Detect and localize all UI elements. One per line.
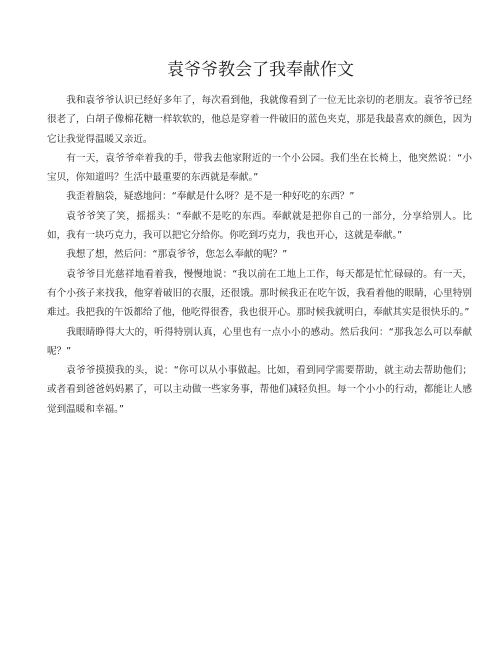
paragraph-7: 我眼睛睁得大大的，听得特别认真，心里也有一点小小的感动。然后我问：“那我怎么可以奉献呢？” (47, 326, 472, 357)
paragraph-3: 我歪着脑袋，疑惑地问：“奉献是什么呀？是不是一种好吃的东西？” (66, 191, 355, 203)
paragraph-1: 我和袁爷爷认识已经好多年了，每次看到他，我就像看到了一位无比亲切的老朋友。袁爷爷已经很老了，白胡子像棉花糖一样软软的，他总是穿着一件破旧的蓝色夹克，那是我最喜欢的颜色，因为它让我觉得温暖又亲近。 (47, 95, 472, 145)
document-body (47, 91, 472, 419)
paragraph-4: 袁爷爷笑了笑，摇摇头：“奉献不是吃的东西。奉献就是把你自己的一部分，分享给别人。比如，我有一块巧克力，我可以把它分给你。你吃到巧克力，我也开心，这就是奉献。” (47, 210, 472, 242)
paragraph-6: 袁爷爷目光慈祥地看着我，慢慢地说：“我以前在工地上工作，每天都是忙忙碌碌的。有一天，有个小孩子来找我，他穿着破旧的衣服，还很饿。那时候我正在吃午饭，我看着他的眼睛，心里特别难过。我把我的午饭都给了他，他吃得很香，我也很开心。那时候我就明白，奉献其实是很快乐的。” (47, 268, 472, 319)
paragraph-8: 袁爷爷摸摸我的头，说：“你可以从小事做起。比如，看到同学需要帮助，就主动去帮助他们；或者看到爸爸妈妈累了，可以主动做一些家务事，帮他们减轻负担。每一个小小的行动，都能让人感觉到温暖和幸福。” (47, 365, 472, 415)
paragraph-2: 有一天，袁爷爷牵着我的手，带我去他家附近的一个小公园。我们坐在长椅上，他突然说：“小宝贝，你知道吗？生活中最重要的东西就是奉献。” (47, 152, 472, 184)
document-title: 袁爷爷教会了我奉献作文 (167, 60, 354, 80)
paragraph-5: 我想了想，然后问：“那袁爷爷，您怎么奉献的呢？” (66, 249, 288, 261)
